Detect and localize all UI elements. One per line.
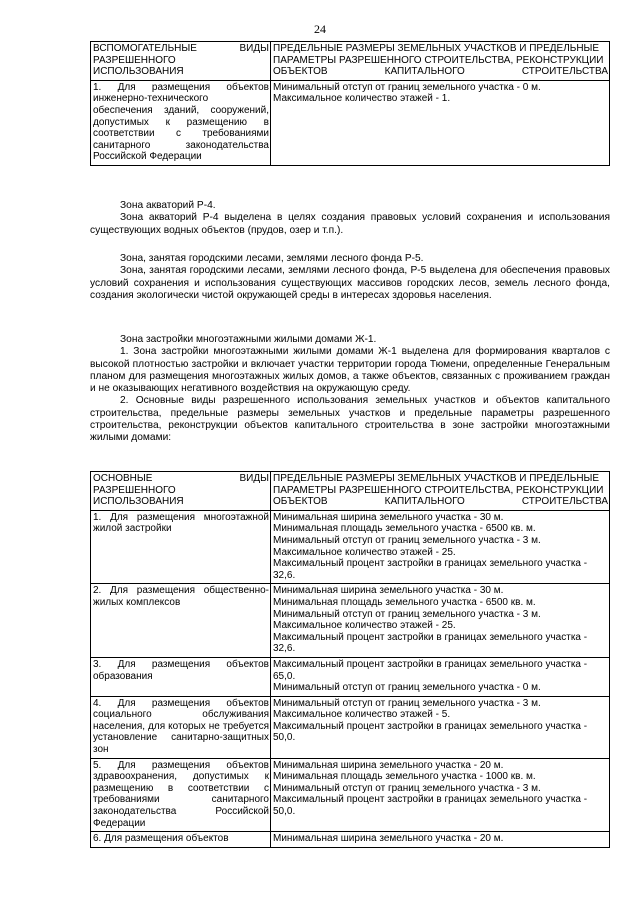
zone-r4-section	[90, 200, 610, 237]
param-line: Максимальное количество этажей - 25.	[273, 620, 456, 632]
auxiliary-uses-table	[90, 41, 610, 166]
table-header-row	[91, 42, 610, 81]
params-cell	[271, 758, 610, 832]
use-cell: 5. Для размещения объектов здравоохранения, допустимых к размещению в соответствии с требованиями санитарного законодательства Российской Федерации	[91, 758, 271, 832]
zone-r4-text: Зона акваторий Р-4 выделена в целях создания правовых условий сохранения и использования существующих водных объектов (прудов, озер и т.п.).	[90, 212, 610, 236]
table-row	[91, 832, 610, 848]
header-col-uses: ОСНОВНЫЕ ВИДЫ РАЗРЕШЕННОГО ИСПОЛЬЗОВАНИЯ	[91, 472, 271, 511]
param-line: Минимальная ширина земельного участка - 30 м.	[273, 511, 504, 523]
param-line: Минимальный отступ от границ земельного участка - 0 м.	[273, 682, 541, 694]
zone-zh1-title: Зона застройки многоэтажными жилыми домами Ж-1.	[120, 334, 377, 345]
params-cell	[271, 510, 610, 584]
param-line: Минимальный отступ от границ земельного участка - 3 м.	[273, 534, 541, 546]
use-cell: 6. Для размещения объектов	[91, 832, 271, 848]
param-line: Максимальный процент застройки в границах земельного участка - 65,0.	[273, 658, 588, 682]
use-cell: 1. Для размещения объектов инженерно-технического обеспечения зданий, сооружений, допустимых к размещению в соответствии с требованиями санитарного законодательства Российской Федерации	[91, 80, 271, 165]
page-number: 24	[314, 22, 326, 36]
param-line: Минимальная ширина земельного участка - 20 м.	[273, 833, 504, 845]
zone-zh1-para2: 2. Основные виды разрешенного использования земельных участков и объектов капитального строительства, предельные размеры земельных участков и предельные параметры разрешенного строительства, реконструкции объектов капитального строительства в зоне застройки многоэтажными жилыми домами:	[90, 395, 610, 444]
zone-r5-title: Зона, занятая городскими лесами, землями лесного фонда Р-5.	[120, 253, 424, 264]
param-line: Минимальная площадь земельного участка - 6500 кв. м.	[273, 523, 536, 535]
zone-zh1-para1: 1. Зона застройки многоэтажными жилыми домами Ж-1 выделена для формирования кварталов с высокой плотностью застройки и включает участки территории города Тюмени, определенные Генеральным планом для размещения многоэтажных жилых домов, а также объектов, связанных с проживанием граждан и не оказывающих негативного воздействия на окружающую среду.	[90, 346, 610, 395]
param-line: Максимальное количество этажей - 1.	[273, 93, 451, 105]
zone-r4-title: Зона акваторий Р-4.	[120, 200, 216, 211]
use-cell: 1. Для размещения многоэтажной жилой застройки	[91, 510, 271, 584]
table-row	[91, 584, 610, 658]
header-col-params: ПРЕДЕЛЬНЫЕ РАЗМЕРЫ ЗЕМЕЛЬНЫХ УЧАСТКОВ И ПРЕДЕЛЬНЫЕ ПАРАМЕТРЫ РАЗРЕШЕННОГО СТРОИТЕЛЬСТВА, РЕКОНСТРУКЦИИ ОБЪЕКТОВ КАПИТАЛЬНОГО СТРОИТЕЛЬСТВА	[271, 472, 610, 511]
params-cell	[271, 80, 610, 165]
param-line: Минимальная площадь земельного участка - 6500 кв. м.	[273, 596, 536, 608]
table-row	[91, 80, 610, 165]
table-row	[91, 510, 610, 584]
param-line: Максимальный процент застройки в границах земельного участка - 50,0.	[273, 720, 588, 744]
params-cell	[271, 584, 610, 658]
zone-r5-text: Зона, занятая городскими лесами, землями лесного фонда, Р-5 выделена для обеспечения правовых условий сохранения и использования существующих массивов городских лесов, земель лесного фонда, создания экологически чистой окружающей среды в интересах здоровья населения.	[90, 265, 610, 301]
main-uses-table	[90, 471, 610, 848]
table-header-row	[91, 472, 610, 511]
param-line: Минимальный отступ от границ земельного участка - 0 м.	[273, 81, 541, 93]
table-row	[91, 758, 610, 832]
header-col-params: ПРЕДЕЛЬНЫЕ РАЗМЕРЫ ЗЕМЕЛЬНЫХ УЧАСТКОВ И ПРЕДЕЛЬНЫЕ ПАРАМЕТРЫ РАЗРЕШЕННОГО СТРОИТЕЛЬСТВА, РЕКОНСТРУКЦИИ ОБЪЕКТОВ КАПИТАЛЬНОГО СТРОИТЕЛЬСТВА	[271, 42, 610, 81]
params-cell	[271, 696, 610, 758]
table-row	[91, 696, 610, 758]
param-line: Минимальная ширина земельного участка - 20 м.	[273, 759, 504, 771]
param-line: Минимальная ширина земельного участка - 30 м.	[273, 585, 504, 597]
param-line: Минимальный отступ от границ земельного участка - 3 м.	[273, 782, 541, 794]
param-line: Максимальный процент застройки в границах земельного участка - 32,6.	[273, 558, 588, 581]
param-line: Минимальная площадь земельного участка - 1000 кв. м.	[273, 771, 536, 783]
use-cell: 3. Для размещения объектов образования	[91, 657, 271, 696]
param-line: Максимальное количество этажей - 5.	[273, 709, 451, 721]
param-line: Минимальный отступ от границ земельного участка - 3 м.	[273, 608, 541, 620]
param-line: Максимальный процент застройки в границах земельного участка - 32,6.	[273, 631, 588, 655]
table-row	[91, 657, 610, 696]
params-cell	[271, 657, 610, 696]
params-cell	[271, 832, 610, 848]
param-line: Минимальный отступ от границ земельного участка - 3 м.	[273, 697, 541, 709]
use-cell: 2. Для размещения общественно-жилых комплексов	[91, 584, 271, 658]
header-col-uses: ВСПОМОГАТЕЛЬНЫЕ ВИДЫ РАЗРЕШЕННОГО ИСПОЛЬЗОВАНИЯ	[91, 42, 271, 81]
param-line: Максимальное количество этажей - 25.	[273, 546, 456, 558]
use-cell: 4. Для размещения объектов социального обслуживания населения, для которых не требуется установление санитарно-защитных зон	[91, 696, 271, 758]
param-line: Максимальный процент застройки в границах земельного участка - 50,0.	[273, 794, 588, 818]
zone-r5-section	[90, 253, 610, 302]
zone-zh1-section	[90, 334, 610, 445]
